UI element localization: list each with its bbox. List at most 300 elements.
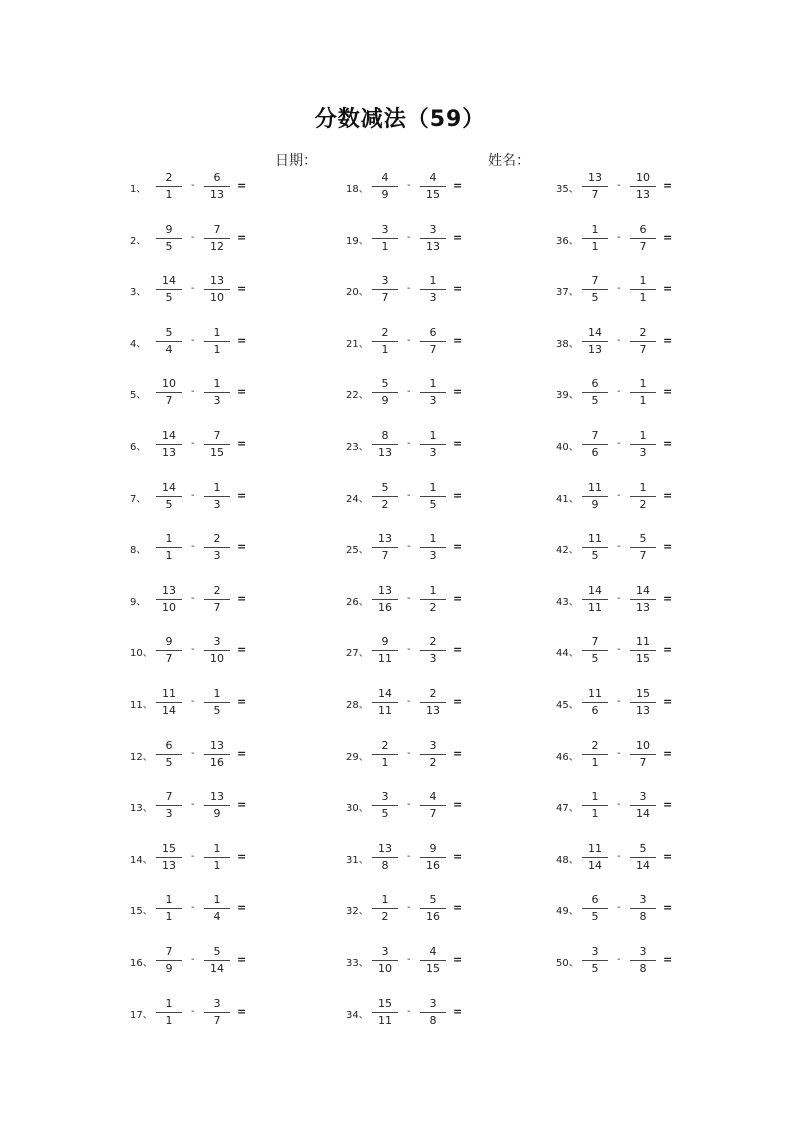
problem-item [346,373,556,413]
equals-sign: = [453,746,463,760]
first-fraction [580,786,610,826]
problem-item [556,838,766,878]
fraction-bar [420,857,446,858]
denominator: 9 [213,807,221,821]
problem-number: 9、 [130,596,147,608]
fraction-bar [204,1012,230,1013]
denominator: 5 [591,910,599,924]
equals-sign: = [237,437,247,450]
problem-number: 17、 [130,1009,153,1021]
numerator: 7 [165,790,173,804]
problem-item [130,477,340,517]
minus-sign: - [191,747,195,759]
denominator: 1 [165,910,173,924]
problem-item [130,167,340,207]
problem-item [346,786,556,826]
problem-item [346,631,556,671]
denominator: 16 [426,910,440,924]
numerator: 6 [639,222,647,236]
second-fraction [202,167,232,207]
numerator: 7 [165,945,173,958]
numerator: 3 [429,996,437,1010]
first-fraction [154,167,184,207]
minus-sign: - [191,386,195,398]
equals-sign: = [663,282,673,296]
problem-item [346,219,556,259]
denominator: 9 [381,188,389,201]
numerator: 1 [639,480,647,494]
denominator: 5 [591,549,599,563]
denominator: 3 [429,446,437,459]
numerator: 13 [210,738,224,752]
denominator: 2 [381,910,389,924]
denominator: 13 [210,188,224,201]
problem-item [556,270,766,310]
problem-number: 30、 [346,803,369,815]
fraction-bar [204,908,230,909]
second-fraction [418,735,448,775]
equals-sign: = [663,901,673,915]
fraction-bar [630,857,656,858]
fraction-bar [630,238,656,239]
first-fraction [580,528,610,568]
fraction-bar [420,341,446,342]
first-fraction [154,631,184,671]
first-fraction [370,631,400,671]
first-fraction [370,941,400,981]
numerator: 9 [381,635,389,649]
fraction-bar [582,702,608,703]
problem-item [556,580,766,620]
problem-number: 16、 [130,958,153,969]
second-fraction [418,889,448,929]
minus-sign: - [191,489,195,501]
numerator: 7 [213,429,221,442]
numerator: 5 [381,377,389,391]
second-fraction [628,683,658,723]
first-fraction [154,425,184,465]
equals-sign: = [453,695,463,708]
equals-sign: = [453,385,463,399]
minus-sign: - [191,541,195,553]
numerator: 7 [591,274,599,288]
problem-item [130,838,340,878]
first-fraction [370,528,400,568]
fraction-bar [582,392,608,393]
equals-sign: = [237,488,247,502]
numerator: 7 [591,635,599,649]
problem-item [130,735,340,775]
numerator: 3 [639,893,647,907]
equals-sign: = [453,230,463,244]
problem-number: 26、 [346,596,369,608]
equals-sign: = [663,333,673,347]
denominator: 2 [429,600,437,614]
equals-sign: = [237,230,247,244]
problem-number: 48、 [556,854,579,866]
fraction-bar [630,650,656,651]
equals-sign: = [453,437,463,450]
numerator: 3 [213,996,221,1010]
second-fraction [418,219,448,259]
fraction-bar [204,289,230,290]
equals-sign: = [663,695,673,708]
fraction-bar [420,702,446,703]
problem-item [556,477,766,517]
first-fraction [370,993,400,1033]
minus-sign: - [617,489,621,501]
denominator: 11 [588,600,602,614]
denominator: 7 [381,291,389,305]
minus-sign: - [191,592,195,604]
numerator: 2 [591,738,599,752]
fraction-bar [582,754,608,755]
numerator: 3 [429,222,437,236]
denominator: 4 [165,342,173,356]
denominator: 14 [162,704,176,717]
equals-sign: = [663,849,673,863]
numerator: 1 [639,429,647,442]
second-fraction [418,528,448,568]
numerator: 5 [165,325,173,339]
numerator: 11 [162,687,176,700]
numerator: 6 [429,325,437,339]
numerator: 1 [429,532,437,546]
denominator: 7 [429,342,437,356]
fraction-bar [204,547,230,548]
numerator: 13 [378,583,392,597]
fraction-bar [630,599,656,600]
minus-sign: - [407,231,411,243]
problem-number: 37、 [556,287,579,299]
second-fraction [628,941,658,981]
problem-number: 8、 [130,545,147,557]
denominator: 12 [210,239,224,253]
problem-item [556,683,766,723]
fraction-bar [372,754,398,755]
numerator: 1 [165,996,173,1010]
numerator: 11 [588,841,602,855]
denominator: 7 [639,755,647,769]
fraction-bar [420,289,446,290]
second-fraction [418,941,448,981]
second-fraction [628,786,658,826]
denominator: 14 [636,858,650,872]
first-fraction [154,993,184,1033]
numerator: 1 [429,480,437,494]
second-fraction [418,167,448,207]
first-fraction [370,580,400,620]
second-fraction [628,631,658,671]
second-fraction [202,219,232,259]
denominator: 9 [591,497,599,511]
numerator: 2 [213,532,221,546]
fraction-bar [630,341,656,342]
numerator: 2 [429,635,437,649]
problem-item [346,425,556,465]
date-label: 日期： [275,153,317,169]
problem-item [346,167,556,207]
numerator: 15 [378,996,392,1010]
fraction-bar [156,754,182,755]
denominator: 2 [429,755,437,769]
fraction-bar [204,650,230,651]
first-fraction [580,941,610,981]
fraction-bar [420,392,446,393]
fraction-bar [156,599,182,600]
problem-item [130,889,340,929]
problem-number: 44、 [556,648,579,660]
second-fraction [418,993,448,1033]
numerator: 13 [378,532,392,546]
fraction-bar [156,650,182,651]
numerator: 13 [210,274,224,288]
numerator: 1 [639,274,647,288]
problem-item [130,786,340,826]
numerator: 3 [381,945,389,958]
first-fraction [154,683,184,723]
fraction-bar [156,1012,182,1013]
denominator: 3 [429,652,437,666]
minus-sign: - [191,902,195,914]
equals-sign: = [663,437,673,450]
fraction-bar [372,960,398,961]
problem-number: 21、 [346,338,369,350]
problem-number: 27、 [346,648,369,660]
denominator: 7 [591,188,599,201]
equals-sign: = [237,849,247,863]
fraction-bar [420,960,446,961]
equals-sign: = [453,849,463,863]
problem-number: 11、 [130,700,153,711]
second-fraction [202,425,232,465]
problem-item [130,270,340,310]
fraction-bar [630,444,656,445]
minus-sign: - [191,283,195,295]
denominator: 6 [591,704,599,717]
second-fraction [202,322,232,362]
equals-sign: = [453,591,463,605]
numerator: 3 [213,635,221,649]
denominator: 7 [165,652,173,666]
numerator: 10 [636,171,650,184]
equals-sign: = [663,746,673,760]
denominator: 9 [165,962,173,975]
denominator: 15 [426,188,440,201]
denominator: 13 [426,239,440,253]
second-fraction [628,425,658,465]
denominator: 5 [591,291,599,305]
minus-sign: - [191,696,195,707]
numerator: 5 [429,893,437,907]
denominator: 14 [210,962,224,975]
first-fraction [154,219,184,259]
denominator: 7 [639,342,647,356]
fraction-bar [582,857,608,858]
denominator: 7 [213,600,221,614]
denominator: 1 [591,755,599,769]
problem-number: 49、 [556,906,579,918]
problem-number: 4、 [130,338,147,350]
problem-number: 33、 [346,958,369,969]
minus-sign: - [617,850,621,862]
numerator: 9 [165,222,173,236]
denominator: 8 [429,1013,437,1027]
fraction-bar [372,186,398,187]
problem-number: 39、 [556,390,579,402]
first-fraction [154,373,184,413]
numerator: 13 [588,171,602,184]
first-fraction [370,838,400,878]
denominator: 7 [165,394,173,408]
equals-sign: = [453,953,463,966]
fraction-bar [582,186,608,187]
problem-item [130,528,340,568]
denominator: 3 [213,394,221,408]
fraction-bar [630,289,656,290]
numerator: 6 [165,738,173,752]
fraction-bar [630,547,656,548]
fraction-bar [582,908,608,909]
first-fraction [580,889,610,929]
fraction-bar [372,908,398,909]
fraction-bar [420,496,446,497]
equals-sign: = [453,179,463,192]
numerator: 3 [639,945,647,958]
minus-sign: - [617,231,621,243]
numerator: 1 [429,377,437,391]
first-fraction [370,735,400,775]
fraction-bar [582,960,608,961]
problem-number: 41、 [556,493,579,505]
fraction-bar [156,289,182,290]
fraction-bar [372,650,398,651]
numerator: 14 [162,274,176,288]
first-fraction [580,322,610,362]
second-fraction [418,270,448,310]
equals-sign: = [237,901,247,915]
numerator: 13 [210,790,224,804]
fraction-bar [582,496,608,497]
denominator: 5 [165,497,173,511]
fraction-bar [156,392,182,393]
equals-sign: = [663,230,673,244]
second-fraction [202,993,232,1033]
denominator: 11 [378,1013,392,1027]
denominator: 1 [639,291,647,305]
denominator: 13 [636,704,650,717]
fraction-bar [630,186,656,187]
fraction-bar [420,908,446,909]
problem-number: 47、 [556,803,579,815]
numerator: 1 [591,790,599,804]
denominator: 13 [588,342,602,356]
fraction-bar [372,805,398,806]
denominator: 13 [636,600,650,614]
first-fraction [154,735,184,775]
fraction-bar [204,496,230,497]
denominator: 13 [378,446,392,459]
denominator: 3 [429,549,437,563]
fraction-bar [582,444,608,445]
problem-number: 3、 [130,287,147,299]
numerator: 1 [591,222,599,236]
numerator: 3 [591,945,599,958]
second-fraction [628,580,658,620]
numerator: 10 [636,738,650,752]
first-fraction [154,941,184,981]
first-fraction [580,683,610,723]
denominator: 13 [162,858,176,872]
numerator: 1 [165,893,173,907]
problem-number: 42、 [556,545,579,557]
equals-sign: = [237,695,247,708]
second-fraction [628,735,658,775]
numerator: 13 [378,841,392,855]
problem-item [346,528,556,568]
denominator: 7 [381,549,389,563]
first-fraction [370,477,400,517]
problem-item [556,941,766,981]
second-fraction [418,322,448,362]
numerator: 7 [591,429,599,442]
denominator: 1 [165,188,173,201]
numerator: 1 [429,429,437,442]
problem-item [556,786,766,826]
numerator: 14 [378,687,392,700]
denominator: 1 [381,755,389,769]
numerator: 3 [381,274,389,288]
denominator: 11 [378,652,392,666]
second-fraction [628,219,658,259]
numerator: 5 [639,532,647,546]
first-fraction [154,528,184,568]
fraction-bar [156,805,182,806]
denominator: 7 [429,807,437,821]
equals-sign: = [237,746,247,760]
equals-sign: = [663,540,673,554]
denominator: 2 [639,497,647,511]
problem-number: 31、 [346,854,369,866]
numerator: 11 [588,480,602,494]
first-fraction [580,477,610,517]
minus-sign: - [407,954,411,965]
denominator: 3 [213,549,221,563]
first-fraction [154,786,184,826]
fraction-bar [630,805,656,806]
minus-sign: - [407,489,411,501]
problem-item [556,425,766,465]
minus-sign: - [407,386,411,398]
minus-sign: - [617,902,621,914]
problem-item [556,373,766,413]
problem-number: 24、 [346,493,369,505]
second-fraction [628,270,658,310]
first-fraction [580,838,610,878]
second-fraction [202,889,232,929]
denominator: 8 [639,962,647,975]
fraction-bar [420,238,446,239]
fraction-bar [156,547,182,548]
numerator: 1 [213,893,221,907]
numerator: 4 [429,945,437,958]
fraction-bar [372,599,398,600]
denominator: 5 [591,962,599,975]
fraction-bar [372,496,398,497]
second-fraction [202,477,232,517]
problem-item [346,270,556,310]
name-label: 姓名： [488,153,530,169]
